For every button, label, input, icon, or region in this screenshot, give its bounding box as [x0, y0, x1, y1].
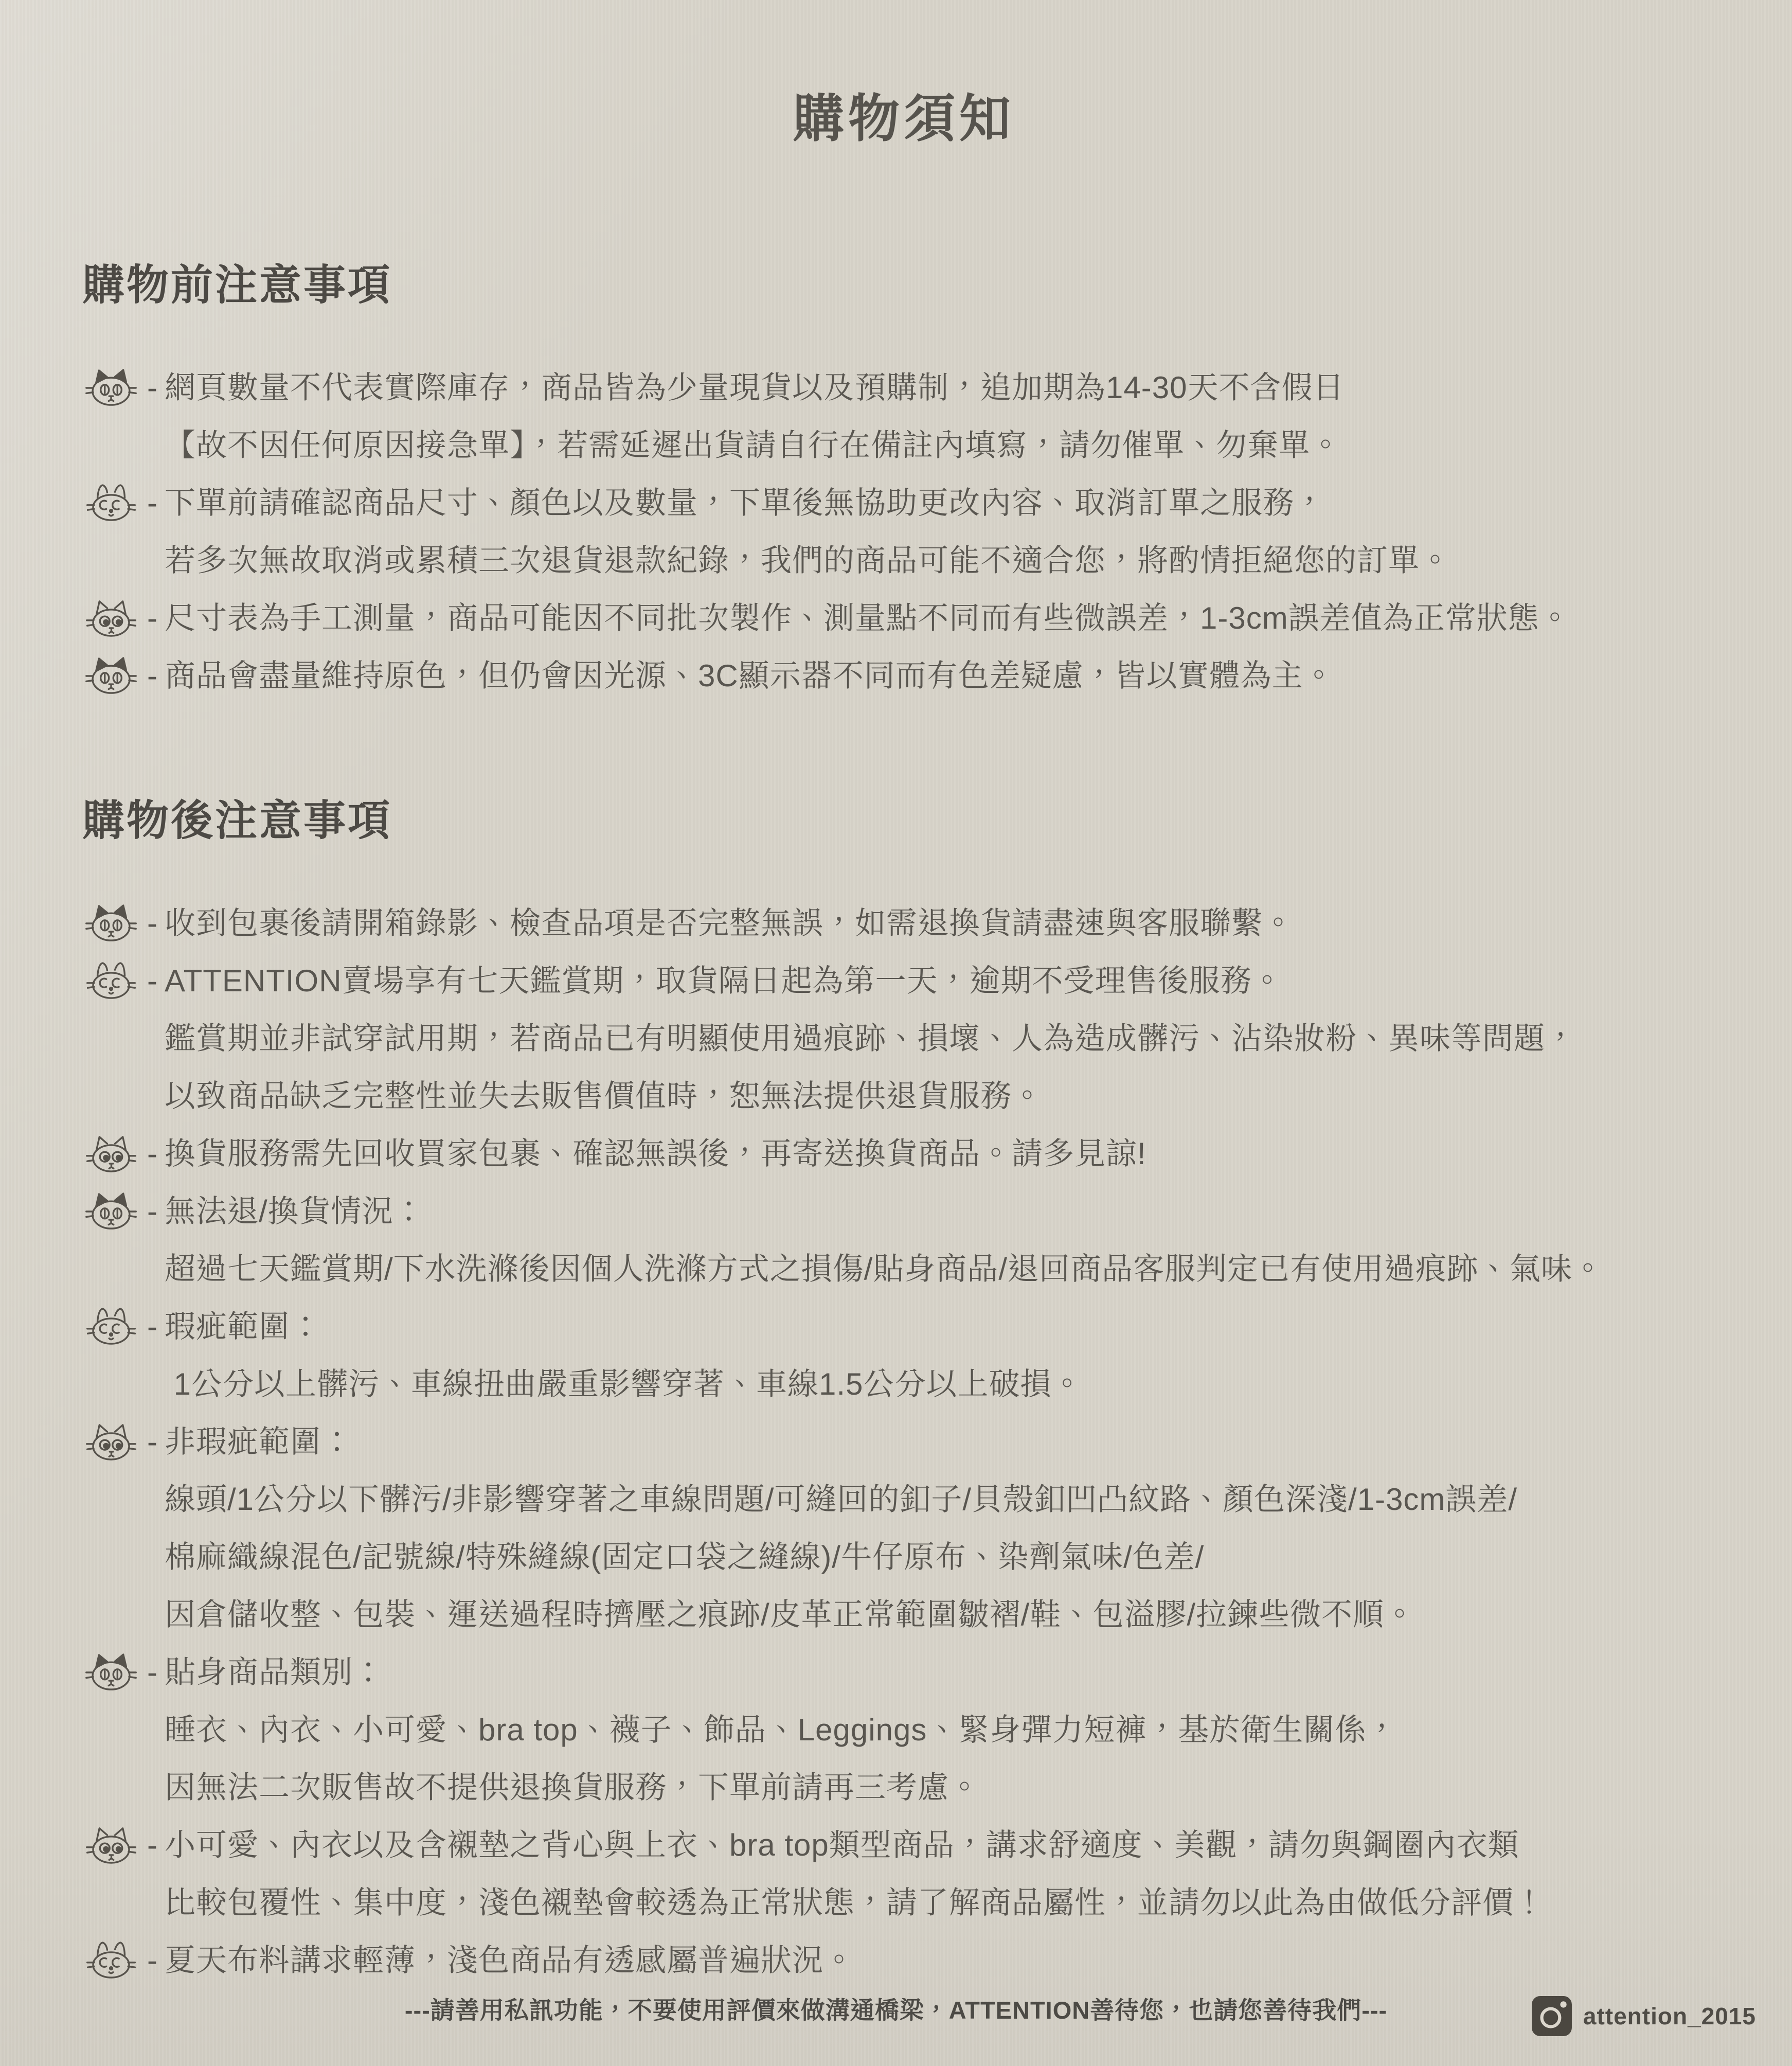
notice-line: 網頁數量不代表實際庫存，商品皆為少量現貨以及預購制，追加期為14-30天不含假日	[165, 370, 1345, 405]
notice-line: 超過七天鑑賞期/下水洗滌後因個人洗滌方式之損傷/貼身商品/退回商品客服判定已有使用過痕跡、氣味。	[165, 1252, 1604, 1286]
cat-squint-icon	[82, 1298, 140, 1356]
notice-line: 因無法二次販售故不提供退換貨服務，下單前請再三考慮。	[165, 1770, 980, 1805]
notice-item	[82, 1183, 1725, 1298]
notice-line: 以致商品缺乏完整性並失去販售價值時，恕無法提供退貨服務。	[165, 1079, 1043, 1113]
bullet-dash: -	[147, 964, 157, 998]
notice-item	[82, 359, 1725, 474]
notice-item	[82, 1413, 1725, 1644]
cat-tuxedo-icon	[82, 895, 140, 952]
bullet-dash: -	[147, 1424, 157, 1459]
notice-line: 線頭/1公分以下髒污/非影響穿著之車線問題/可縫回的釦子/貝殼釦凹凸紋路、顏色深淺/1-3cm誤差/	[165, 1482, 1518, 1517]
instagram-badge	[1531, 1995, 1756, 2037]
notice-line: 棉麻織線混色/記號線/特殊縫線(固定口袋之縫線)/牛仔原布、染劑氣味/色差/	[165, 1540, 1205, 1574]
section-before-purchase	[82, 252, 1725, 705]
cat-wide-icon	[82, 1816, 140, 1874]
notice-line: 收到包裹後請開箱錄影、檢查品項是否完整無誤，如需退換貨請盡速與客服聯繫。	[165, 906, 1294, 940]
cat-squint-icon	[82, 474, 140, 532]
notice-line: 無法退/換貨情況：	[165, 1194, 425, 1228]
notice-item	[82, 1298, 1725, 1413]
notice-item	[82, 1125, 1725, 1183]
notice-line: 因倉儲收整、包裝、運送過程時擠壓之痕跡/皮革正常範圍皺褶/鞋、包溢膠/拉鍊些微不順。	[165, 1597, 1416, 1632]
notice-line: 尺寸表為手工測量，商品可能因不同批次製作、測量點不同而有些微誤差，1-3cm誤差值為正常狀態。	[165, 601, 1571, 635]
instagram-handle: attention_2015	[1583, 2003, 1756, 2029]
notice-line: 鑑賞期並非試穿試用期，若商品已有明顯使用過痕跡、損壞、人為造成髒污、沾染妝粉、異味等問題，	[165, 1021, 1576, 1056]
cat-squint-icon	[82, 952, 140, 1010]
notice-item	[82, 474, 1725, 590]
notice-line: 小可愛、內衣以及含襯墊之背心與上衣、bra top類型商品，講求舒適度、美觀，請勿與鋼圈內衣類	[165, 1828, 1519, 1862]
cat-tuxedo-icon	[82, 647, 140, 705]
notice-line: 比較包覆性、集中度，淺色襯墊會較透為正常狀態，請了解商品屬性，並請勿以此為由做低分評價！	[165, 1885, 1545, 1920]
notice-line: 下單前請確認商品尺寸、顏色以及數量，下單後無協助更改內容、取消訂單之服務，	[165, 486, 1325, 520]
notice-item	[82, 647, 1725, 705]
section-heading: 購物前注意事項	[82, 262, 392, 309]
notice-line: 【故不因任何原因接急單】，若需延遲出貨請自行在備註內填寫，請勿催單、勿棄單。	[165, 428, 1341, 462]
notice-item	[82, 1816, 1725, 1932]
notice-item	[82, 895, 1725, 952]
notice-item	[82, 1932, 1725, 1989]
cat-tuxedo-icon	[82, 1183, 140, 1240]
notice-line: 睡衣、內衣、小可愛、bra top、襪子、飾品、Leggings、緊身彈力短褲，基於衛生關係，	[165, 1713, 1398, 1747]
cat-wide-icon	[82, 1125, 140, 1183]
notice-line: 貼身商品類別：	[165, 1655, 384, 1689]
instagram-icon	[1531, 1995, 1573, 2037]
notice-line: 非瑕疵範圍：	[165, 1424, 353, 1459]
section-heading: 購物後注意事項	[82, 797, 392, 844]
notice-line: 換貨服務需先回收買家包裹、確認無誤後，再寄送換貨商品。請多見諒!	[165, 1136, 1146, 1171]
footer-note: ---請善用私訊功能，不要使用評價來做溝通橋梁，ATTENTION善待您，也請您善待我們---	[404, 1997, 1388, 2024]
bullet-dash: -	[147, 1136, 157, 1171]
notice-line: 1公分以上髒污、車線扭曲嚴重影響穿著、車線1.5公分以上破損。	[165, 1367, 1083, 1401]
cat-tuxedo-icon	[82, 359, 140, 417]
notice-item	[82, 590, 1725, 647]
cat-tuxedo-icon	[82, 1644, 140, 1701]
cat-squint-icon	[82, 1932, 140, 1989]
bullet-dash: -	[147, 1194, 157, 1228]
bullet-dash: -	[147, 1943, 157, 1978]
bullet-dash: -	[147, 906, 157, 940]
bullet-dash: -	[147, 1828, 157, 1862]
notice-line: 商品會盡量維持原色，但仍會因光源、3C顯示器不同而有色差疑慮，皆以實體為主。	[165, 658, 1335, 693]
cat-wide-icon	[82, 1413, 140, 1471]
bullet-dash: -	[147, 601, 157, 635]
notice-item	[82, 1644, 1725, 1816]
bullet-dash: -	[147, 658, 157, 693]
bullet-dash: -	[147, 1309, 157, 1344]
page-title: 購物須知	[793, 90, 1015, 148]
bullet-dash: -	[147, 370, 157, 405]
notice-line: 若多次無故取消或累積三次退貨退款紀錄，我們的商品可能不適合您，將酌情拒絕您的訂單。	[165, 543, 1451, 578]
bullet-dash: -	[147, 486, 157, 520]
notice-line: 瑕疵範圍：	[165, 1309, 321, 1344]
cat-wide-icon	[82, 590, 140, 647]
bullet-dash: -	[147, 1655, 157, 1689]
notice-line: ATTENTION賣場享有七天鑑賞期，取貨隔日起為第一天，逾期不受理售後服務。	[165, 964, 1283, 998]
section-after-purchase	[82, 787, 1725, 1989]
notice-item	[82, 952, 1725, 1125]
notice-line: 夏天布料講求輕薄，淺色商品有透感屬普遍狀況。	[165, 1943, 855, 1978]
